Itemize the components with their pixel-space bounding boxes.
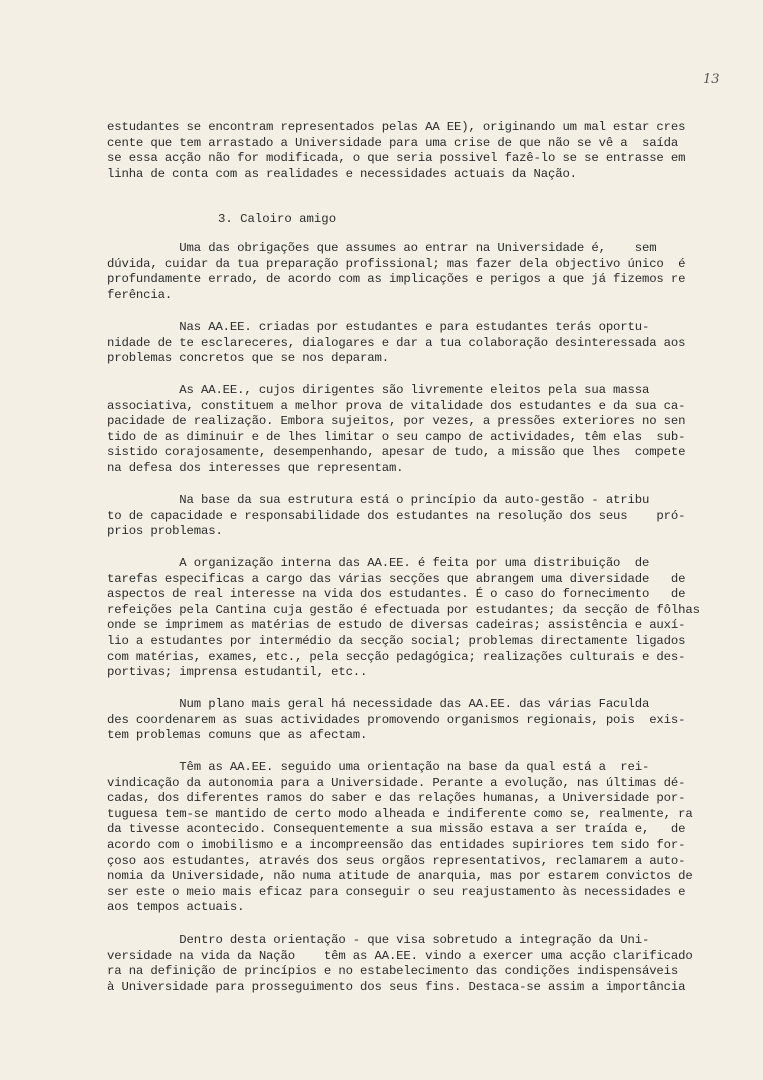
text-line: acordo com o imobilismo e a incompreensão das entidades supiriores tem sido for- — [107, 837, 686, 852]
text-line: to de capacidade e responsabilidade dos estudantes na resolução dos seus pró- — [107, 508, 686, 523]
text-line: problemas concretos que se nos deparam. — [107, 351, 389, 366]
text-line: nidade de te esclareceres, dialogares e dar a tua colaboração desinteressada aos — [107, 335, 686, 350]
paragraph-7 — [107, 760, 727, 916]
text-line: prios problemas. — [107, 524, 223, 539]
text-line: des coordenarem as suas actividades promovendo organismos regionais, pois exis- — [107, 712, 686, 727]
text-line: A organização interna das AA.EE. é feita por uma distribuição de — [107, 556, 650, 570]
text-line: çoso aos estudantes, através dos seus orgãos representativos, reclamarem a auto- — [107, 853, 686, 868]
text-line: estudantes se encontram representados pelas AA EE), originando um mal estar cres — [107, 120, 686, 134]
text-line: se essa acção não for modificada, o que seria possivel fazê-lo se se entrasse em — [107, 151, 686, 166]
text-line: Num plano mais geral há necessidade das AA.EE. das várias Faculda — [107, 697, 650, 711]
section-heading: 3. Caloiro amigo — [218, 212, 337, 226]
paragraph-5 — [107, 556, 727, 681]
text-line: sistido corajosamente, desempenhando, apesar de tudo, a missão que lhes compete — [107, 445, 686, 460]
text-line: na defesa dos interesses que representam. — [107, 460, 404, 475]
text-line: Uma das obrigações que assumes ao entrar na Universidade é, sem — [107, 241, 657, 255]
text-line: cadas, dos diferentes ramos do saber e das relações humanas, a Universidade por- — [107, 791, 686, 806]
text-line: cente que tem arrastado a Universidade para uma crise de que não se vê a saída — [107, 135, 679, 150]
text-line: vindicação da autonomia para a Universidade. Perante a evolução, nas últimas dé- — [107, 775, 686, 790]
text-line: onde se imprimem as matérias de estudo de diversas cadeiras; assistência e auxí- — [107, 618, 686, 633]
text-line: da tivesse acontecido. Consequentemente a sua missão estava a ser traída e, de — [107, 822, 686, 837]
text-line: Na base da sua estrutura está o princípio da auto-gestão - atribu — [107, 493, 650, 507]
page-number: 13 — [703, 72, 720, 87]
paragraph-6 — [107, 697, 727, 744]
intro-paragraph — [107, 120, 727, 182]
text-line: ser este o meio mais eficaz para conseguir o seu reajustamento às necessidades e — [107, 884, 686, 899]
text-line: refeições pela Cantina cuja gestão é efectuada por estudantes; da secção de fôlhas — [107, 602, 700, 617]
text-line: portivas; imprensa estudantil, etc.. — [107, 665, 368, 680]
paragraph-8 — [107, 933, 727, 995]
text-line: lio a estudantes por intermédio da secção social; problemas directamente ligados — [107, 633, 686, 648]
text-line: tarefas especificas a cargo das várias secções que abrangem uma diversidade de — [107, 571, 686, 586]
text-line: aspectos de real interesse na vida dos estudantes. É o caso do fornecimento de — [107, 587, 686, 602]
text-line: As AA.EE., cujos dirigentes são livremente eleitos pela sua massa — [107, 383, 650, 397]
text-line: profundamente errado, de acordo com as implicações e perigos a que já fizemos re — [107, 272, 686, 287]
text-line: ferência. — [107, 287, 173, 302]
text-line: versidade na vida da Nação têm as AA.EE. vindo a exercer uma acção clarificado — [107, 948, 693, 963]
text-line: ra na definição de princípios e no estabelecimento das condições indispensáveis — [107, 964, 679, 979]
text-line: com matérias, exames, etc., pela secção pedagógica; realizações culturais e des- — [107, 649, 686, 664]
text-line: à Universidade para prosseguimento dos seus fins. Destaca-se assim a importância — [107, 979, 686, 994]
text-line: tem problemas comuns que as afectam. — [107, 728, 368, 743]
text-line: aos tempos actuais. — [107, 900, 245, 915]
paragraph-1 — [107, 241, 727, 303]
text-line: nomia da Universidade, não numa atitude de anarquia, mas por estarem convictos de — [107, 869, 693, 884]
text-line: Dentro desta orientação - que visa sobretudo a integração da Uni- — [107, 933, 650, 947]
paragraph-3 — [107, 383, 727, 477]
text-line: tido de as diminuir e de lhes limitar o seu campo de actividades, têm elas sub- — [107, 429, 686, 444]
paragraph-2 — [107, 320, 727, 367]
text-line: Têm as AA.EE. seguido uma orientação na base da qual está a rei- — [107, 760, 650, 774]
paragraph-4 — [107, 493, 727, 540]
text-line: dúvida, cuidar da tua preparação profissional; mas fazer dela objectivo único é — [107, 256, 686, 271]
text-line: linha de conta com as realidades e necessidades actuais da Nação. — [107, 166, 577, 181]
text-line: tuguesa tem-se mantido de certo modo alheada e indiferente como se, realmente, ra — [107, 806, 693, 821]
text-line: Nas AA.EE. criadas por estudantes e para estudantes terás oportu- — [107, 320, 650, 334]
text-line: pacidade de realização. Embora sujeitos, por vezes, a pressões exteriores no sen — [107, 414, 686, 429]
text-line: associativa, constituem a melhor prova de vitalidade dos estudantes e da sua ca- — [107, 398, 686, 413]
